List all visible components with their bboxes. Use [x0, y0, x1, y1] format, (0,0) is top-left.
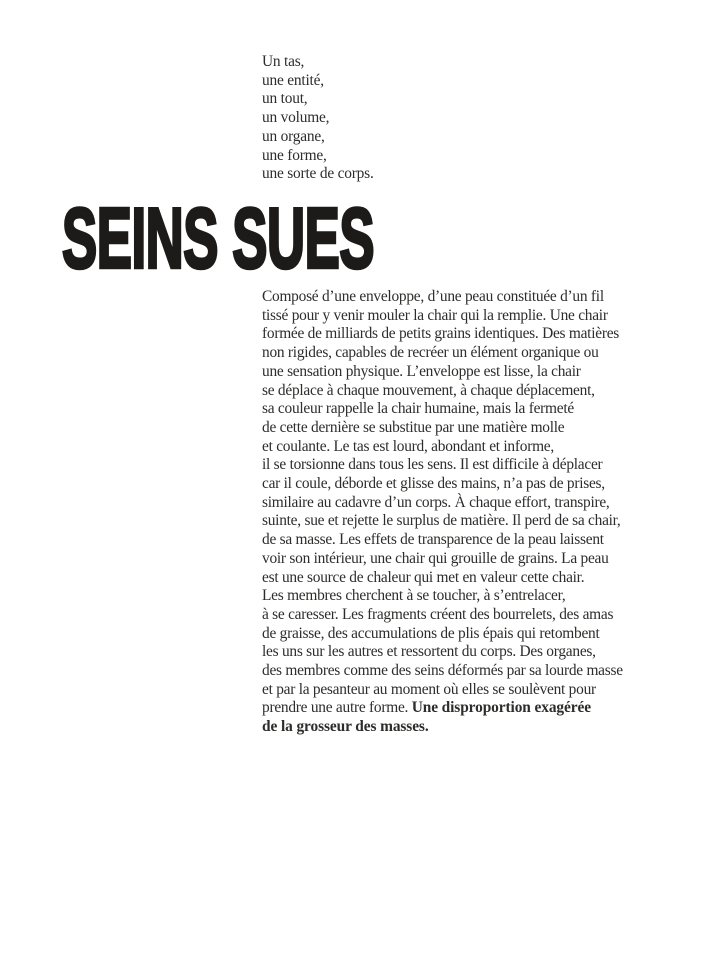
body-paragraph-line: il se torsionne dans tous les sens. Il est difficile à déplacer [262, 456, 603, 474]
body-paragraph-line: non rigides, capables de recréer un élément organique ou [262, 344, 599, 362]
body-paragraph-line: tissé pour y venir mouler la chair qui la remplie. Une chair [262, 306, 608, 324]
intro-list-line: une sorte de corps. [262, 165, 374, 183]
bold-emphasis: Une disproportion exagérée [411, 699, 591, 717]
body-paragraph-line: est une source de chaleur qui met en valeur cette chair. [262, 568, 585, 586]
body-paragraph-line: de cette dernière se substitue par une matière molle [262, 418, 565, 436]
intro-list [262, 53, 374, 184]
body-paragraph-line: de sa masse. Les effets de transparence de la peau laissent [262, 531, 604, 549]
body-paragraph-line: similaire au cadavre d’un corps. À chaque effort, transpire, [262, 493, 610, 511]
intro-list-line: une entité, [262, 71, 324, 89]
body-paragraph-line: car il coule, déborde et glisse des mains, n’a pas de prises, [262, 475, 605, 493]
body-paragraph-line: les uns sur les autres et ressortent du corps. Des organes, [262, 643, 596, 661]
body-paragraph-line: une sensation physique. L’enveloppe est lisse, la chair [262, 362, 581, 380]
body-paragraph-line: à se caresser. Les fragments créent des bourrelets, des amas [262, 605, 614, 623]
body-paragraph-line: et par la pesanteur au moment où elles se soulèvent pour [262, 680, 596, 698]
body-paragraph-line: formée de milliards de petits grains identiques. Des matières [262, 325, 620, 343]
body-paragraph [262, 288, 623, 737]
body-paragraph-line: et coulante. Le tas est lourd, abondant et informe, [262, 437, 554, 455]
body-paragraph-line: Composé d’une enveloppe, d’une peau constituée d’un fil [262, 288, 604, 305]
body-paragraph-line [262, 718, 623, 737]
intro-list-line: un organe, [262, 127, 325, 145]
intro-list-line: un tout, [262, 90, 308, 108]
page-title: SEINS SUES [62, 191, 375, 287]
body-paragraph-line: de graisse, des accumulations de plis épais qui retombent [262, 624, 600, 642]
body-paragraph-line: sa couleur rappelle la chair humaine, mais la fermeté [262, 400, 574, 418]
body-paragraph-line: Les membres cherchent à se toucher, à s’entrelacer, [262, 587, 566, 605]
body-paragraph-line: suinte, sue et rejette le surplus de matière. Il perd de sa chair, [262, 512, 621, 530]
body-paragraph-line: des membres comme des seins déformés par sa lourde masse [262, 662, 623, 680]
body-paragraph-line: voir son intérieur, une chair qui grouille de grains. La peau [262, 549, 609, 567]
body-paragraph-line: prendre une autre forme. Une disproportion exagérée [262, 699, 591, 717]
bold-emphasis: de la grosseur des masses. [262, 718, 429, 736]
intro-list-line: Un tas, [262, 53, 305, 70]
body-paragraph-line: se déplace à chaque mouvement, à chaque déplacement, [262, 381, 595, 399]
intro-list-line: une forme, [262, 146, 327, 164]
intro-list-line: un volume, [262, 109, 330, 127]
